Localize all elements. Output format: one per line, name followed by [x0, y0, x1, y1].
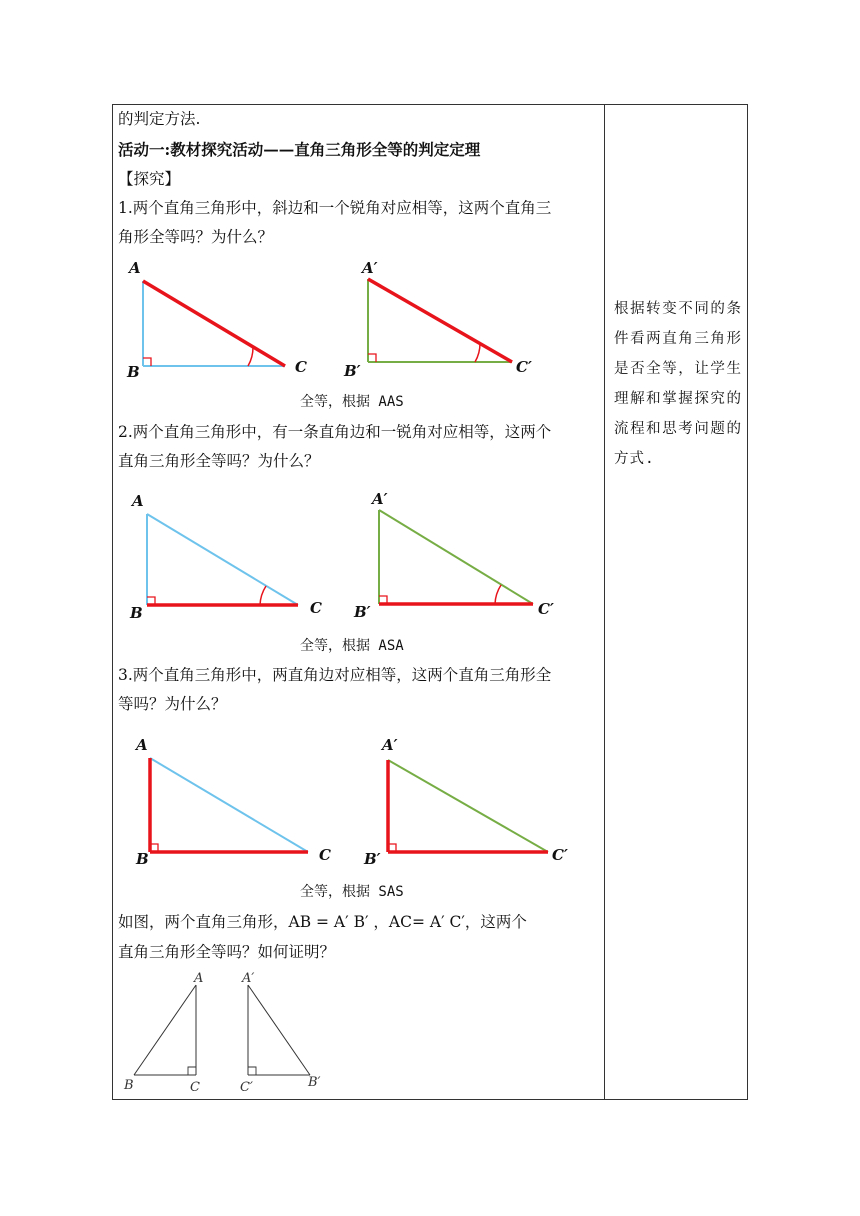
label-b: B — [124, 1078, 134, 1093]
label-b-prime: B′ — [354, 603, 371, 621]
label-c: C — [310, 599, 322, 617]
label-c-prime: C′ — [240, 1080, 253, 1095]
side-note: 根据转变不同的条件看两直角三角形是否全等，让学生理解和掌握探究的流程和思考问题的方式. — [614, 301, 742, 467]
label-a-prime: A′ — [242, 971, 255, 986]
label-a-prime: A′ — [362, 259, 378, 277]
figure-2-triangle-abc-prime — [350, 486, 565, 621]
column-divider — [604, 104, 605, 1100]
label-a: A — [194, 971, 204, 986]
intro-tail: 的判定方法. — [118, 110, 201, 128]
label-a-prime: A′ — [372, 490, 388, 508]
question-1-line-2: 角形全等吗？为什么？ — [118, 228, 274, 246]
question-2-answer: 全等，根据 ASA — [300, 638, 404, 654]
figure-2-triangle-abc — [120, 486, 330, 621]
question-1-line-1: 1.两个直角三角形中，斜边和一个锐角对应相等，这两个直角三 — [118, 199, 552, 217]
label-a: A — [129, 259, 141, 277]
question-2-line-2: 直角三角形全等吗？为什么？ — [118, 452, 320, 470]
figure-3-triangle-abc-prime — [360, 730, 580, 870]
label-a-prime: A′ — [382, 736, 398, 754]
question-4-line-1: 如图，两个直角三角形，AB = A′ B′ ，AC= A′ C′，这两个 — [118, 913, 527, 931]
label-a: A — [136, 736, 148, 754]
figure-1-triangle-abc — [120, 255, 320, 385]
label-b-prime: B′ — [364, 850, 381, 868]
question-2-line-1: 2.两个直角三角形中，有一条直角边和一锐角对应相等，这两个 — [118, 423, 552, 441]
figure-4-triangles — [118, 968, 338, 1096]
label-c-prime: C′ — [538, 600, 554, 618]
label-b-prime: B′ — [344, 362, 361, 380]
label-b: B — [136, 850, 149, 868]
activity-title: 活动一:教材探究活动——直角三角形全等的判定定理 — [118, 140, 481, 159]
label-b: B — [127, 363, 140, 381]
label-b: B — [130, 604, 143, 622]
label-c: C — [319, 846, 331, 864]
question-3-line-2: 等吗？为什么？ — [118, 695, 227, 713]
label-c: C — [295, 358, 307, 376]
question-1-answer: 全等，根据 AAS — [300, 394, 404, 410]
label-b-prime: B′ — [308, 1075, 321, 1090]
label-c-prime: C′ — [516, 358, 532, 376]
figure-1-triangle-abc-prime — [340, 255, 550, 385]
label-a: A — [132, 492, 144, 510]
figure-3-triangle-abc — [120, 730, 340, 870]
explore-heading: 【探究】 — [118, 170, 181, 188]
question-3-line-1: 3.两个直角三角形中，两直角边对应相等，这两个直角三角形全 — [118, 666, 552, 684]
label-c-prime: C′ — [552, 846, 568, 864]
question-4-line-2: 直角三角形全等吗？如何证明？ — [118, 943, 336, 961]
question-3-answer: 全等，根据 SAS — [300, 884, 404, 900]
label-c: C — [190, 1080, 200, 1095]
